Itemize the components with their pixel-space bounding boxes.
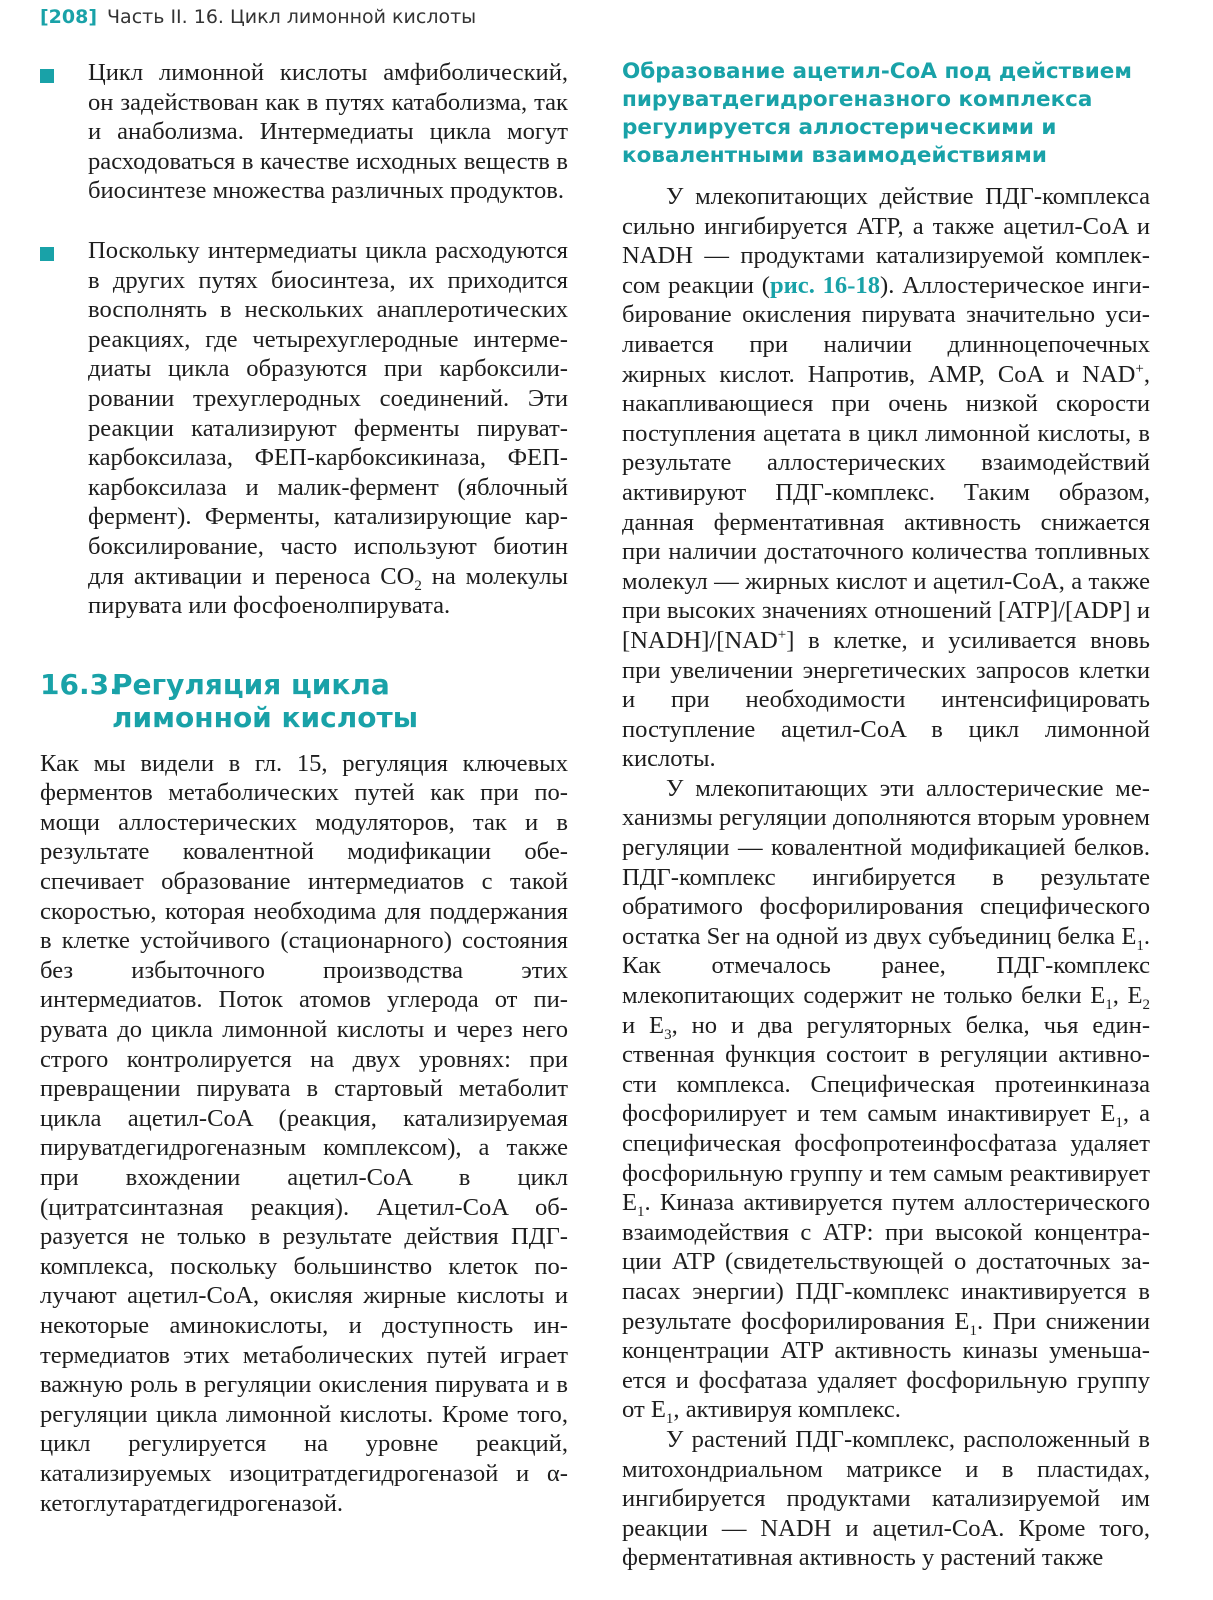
bullet-anaplerotic: Поскольку интермедиаты цикла расходуются в других путях биосинтеза, их приходится восполнять в нескольких анаплеротических реакциях, где четырехуглеродные интермедиаты цикла образуются при карбоксилировании трехуглеродных соединений. Эти реакции катализируют ферменты пируваткарбоксилаза, ФЕП-карбоксикиназа, ФЕП-карбоксилаза и малик-фермент (яблочный фермент). Ферменты, катализирующие карбоксилирование, часто используют биотин для активации и переноса $CO_2$ на молекулы пирувата или фосфоенолпирувата. xyxy=(40,236,568,621)
section-number: 16.3. xyxy=(40,667,120,701)
subsection-heading: Образование ацетил-CoA под действием пируватдегидрогеназного комплекса регулируется аллостерическими и ковалентными взаимодействиями xyxy=(622,59,1132,168)
bullet-amphibolic: Цикл лимонной кислоты амфиболический, он задействован как в путях катаболизма, так и анаболизма. Интермедиаты цикла могут расходоваться в качестве исходных веществ в биосинтезе множества различных продуктов. xyxy=(40,58,568,206)
section-title-line1: Регуляция цикла xyxy=(112,667,390,701)
figure-link[interactable]: рис. 16-18 xyxy=(769,271,881,299)
page-number: [208] xyxy=(40,6,98,28)
running-header xyxy=(40,6,476,28)
section-title xyxy=(40,668,568,734)
right-column xyxy=(622,58,1150,1573)
paragraph-covalent: У млекопитающих эти аллостерические механизмы регуляции дополняются вторым уровнем регуляции — ковалентной модификацией белков. ПДГ-комплекс ингибируется в результате обратимого фосфорилирования специфического остатка Ser на одной из двух субъединиц белка $E_1$. Как отмечалось ранее, ПДГ-комплекс млекопитающих содержит не только белки $E_1$, $E_2$ и $E_3$, но и два регуляторных белка, чья единственная функция состоит в регуляции активности комплекса. Специфическая протеинкиназа фосфорилирует и тем самым инактивирует $E_1$, а специфическая фосфопротеинфосфатаза удаляет фосфорильную группу и тем самым реактивирует $E_1$. Киназа активируется путем аллостерического взаимодействия с ATP: при высокой концентрации ATP (свидетельствующей о достаточных запасах энергии) ПДГ-комплекс инактивируется в результате фосфорилирования $E_1$. При снижении концентрации ATP активность киназы уменьшается и фосфатаза удаляет фосфорильную группу от $E_1$, активируя комплекс. xyxy=(622,774,1151,1428)
section-title-line2: лимонной кислоты xyxy=(112,700,419,734)
running-title: Часть II. 16. Цикл лимонной кислоты xyxy=(107,6,477,28)
paragraph-plants: У растений ПДГ-комплекс, расположенный в митохондриальном матриксе и в пластидах, ингибируется продуктами катализируемой им реакции — NADH и ацетил-CoA. Кроме того, ферментативная активность у растений также xyxy=(622,1425,1150,1572)
section-paragraph: Как мы видели в гл. 15, регуляция ключевых ферментов метаболических путей как при помощи аллостерических модуляторов, так и в результате ковалентной модификации обеспечивает образование интермедиатов с такой скоростью, которая необходима для поддержания в клетке устойчивого (стационарного) состояния без избыточного производства этих интермедиатов. Поток атомов углерода от пирувата до цикла лимонной кислоты и через него строго контролируется на двух уровнях: при превращении пирувата в стартовый метаболит цикла ацетил-CoA (реакция, катализируемая пируватдегидрогеназным комплексом), а также при вхождении ацетил-CoA в цикл (цитратсинтазная реакция). Ацетил-CoA образуется не только в результате действия ПДГ-комплекса, поскольку большинство клеток получают ацетил-CoA, окисляя жирные кислоты и некоторые аминокислоты, и доступность интермедиатов этих метаболических путей играет важную роль в регуляции окисления пирувата и в регуляции цикла лимонной кислоты. Кроме того, цикл регулируется на уровне реакций, катализируемых изоцитратдегидрогеназой и α-кетоглутаратдегидрогеназой. xyxy=(40,749,568,1517)
left-column xyxy=(40,58,568,1518)
paragraph-allosteric: У млекопитающих действие ПДГ-комплекса сильно ингибируется ATP, а также ацетил-CoA и NADH — продуктами катализируемой комплексом реакции (рис. 16-18). Аллостерическое ингибирование окисления пирувата значительно усиливается при наличии длинноцепочечных жирных кислот. Напротив, AMP, CoA и NAD+, накапливающиеся при очень низкой скорости поступления ацетата в цикл лимонной кислоты, в результате аллостерических взаимодействий активируют ПДГ-комплекс. Таким образом, данная ферментативная активность снижается при наличии достаточного количества топливных молекул — жирных кислот и ацетил-CoA, а также при высоких значениях отношений [ATP]/[ADP] и [NADH]/[NAD+] в клетке, и усиливается вновь при увеличении энергетических запросов клетки и при необходимости интенсифицировать поступление ацетил-CoA в цикл лимонной кислоты. xyxy=(622,183,1150,773)
